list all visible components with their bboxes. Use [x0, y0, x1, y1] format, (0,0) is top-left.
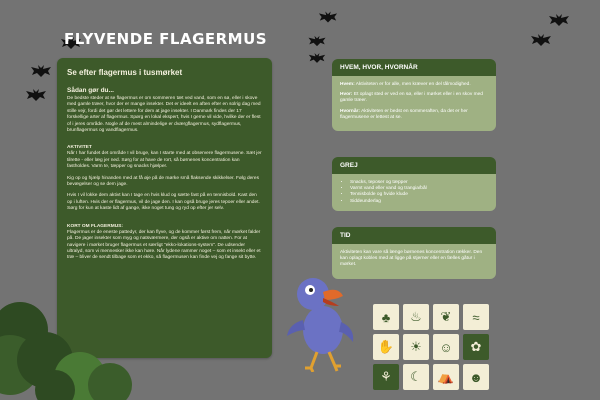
facts-title: KORT OM FLAGERMUS:	[67, 223, 123, 229]
bush-illustration	[0, 290, 140, 400]
hands-icon: ✋	[373, 334, 399, 360]
hvor-text: Et oplagt sted er ved en sø, eller i mørket eller i en skov med gamle træer.	[340, 92, 483, 104]
bird-mascot-illustration	[283, 272, 363, 372]
bat-icon	[28, 64, 54, 78]
activity-paragraph: Kig op og hjælp hinanden med at få øje på de mørke små flaksende skikkelser. Følg deres bevægelser og se dem jage.	[67, 175, 259, 188]
grej-item: • Snacks, teposer og tæpper	[350, 180, 488, 186]
leaf-icon: ❦	[433, 304, 459, 330]
tid-text: Aktiviteten kan vare så længe børnenes koncentration rækker. Den kan oplagt kobles med at ligge på stjerner eller en fælles gåtur i mørket.	[340, 250, 483, 268]
tent-icon: ⛺	[433, 364, 459, 390]
grej-item: • Tennisbolde og hvide klude	[350, 192, 488, 198]
hammock-icon: ≈	[463, 304, 489, 330]
facts-text: Flagermus er de eneste pattedyr, der kan flyve, og de kommer først frem, når mørket falder på. De jager insekter som myg og natsværmere, der også er aktive om natten. For at navigere i mørket bruger flagermus et særligt "ekko-lokations-system". De udsender ultralyd, som vi mennesker ikke kan høre. Når lydene rammer noget – som et insekt eller et træ – bliver de sendt tilbage som et ekko, så flagermusen kan finde vej og fange sit bytte.	[67, 229, 261, 261]
card-tid	[332, 227, 496, 279]
flower-icon: ✿	[463, 334, 489, 360]
card-heading: Se efter flagermus i tusmørket	[67, 68, 183, 77]
mushroom-icon: ⚘	[373, 364, 399, 390]
activity-paragraph: Hvis I vil lokke dem aktivt kan I tage en hvis klud og sætte fast på en tennisbold. Kast den op i luften. Hvis der er flagermus, vil de jage den. I kan også bruge jeres tepoer eller andet. Sørg for kun at kaste lidt af gange, ikke noget tung og ryd op efter jer selv.	[67, 193, 260, 212]
card-subheading: Sådan gør du...	[67, 87, 114, 94]
page-title: FLYVENDE FLAGERMUS	[64, 30, 268, 48]
bat-icon	[25, 88, 47, 102]
card-heading: TID	[332, 227, 496, 244]
sun-icon: ☀	[403, 334, 429, 360]
tree-icon: ♣	[373, 304, 399, 330]
activity-paragraph: Når I har fundet det område I vil bruge, kan I starte med at observere flagermusene. Sæt jer tilrette - eller læg jer ned. Sørg for at have de rort, så børnenes koncentration kan fastholdes. Varm te, tæpper og snacks hjælper.	[67, 151, 262, 170]
fire-icon: ♨	[403, 304, 429, 330]
people-icon: ☻	[463, 364, 489, 390]
moon-icon: ☾	[403, 364, 429, 390]
hvornaar-text: Aktiviteten er bedst en sommeraften, da det er her flagermusene er lettest at se.	[340, 108, 468, 120]
card-heading: GREJ	[332, 157, 496, 174]
hvem-label: Hvem:	[340, 82, 355, 87]
hvornaar-label: Hvornår:	[340, 108, 360, 114]
grej-item: • Varmt vand eller vand og trangia/bål	[350, 186, 488, 192]
bat-icon	[308, 52, 326, 64]
bat-icon	[528, 33, 554, 47]
face-icon: ☺	[433, 334, 459, 360]
hvor-label: Hvor:	[340, 92, 353, 98]
bat-icon	[318, 10, 338, 24]
grej-item: • Siddeunderlag	[350, 199, 488, 205]
activity-title: AKTIVITET	[67, 145, 92, 151]
bat-icon	[548, 13, 570, 27]
card-heading: HVEM, HVOR, HVORNÅR	[332, 59, 496, 76]
hvem-text: Aktiviteten er for alle, men kræver en del tålmodighed.	[355, 82, 471, 87]
bat-icon	[306, 35, 328, 47]
card-grej	[332, 157, 496, 211]
intro-text: De bedste steder at se flagermus er om sommeren tæt ved vand, som en sø, eller i skove med gamle træer, hvor der er mange insekter. Det er ideelt en aften efter en solrig dag med stille vejr, fordi det gør det lettere for dem at jage insekter. I Danmark findes der 17 forskellige arter af flagermus. Spørg en lokal ekspert, hvis I gerne vil vide, hvilke der er flest of i jeres område. Nogle af de mest almindelige er dværgflagermus, sydflagermus, brunflagermus og vandflagermus.	[67, 96, 261, 134]
icon-grid	[373, 304, 493, 390]
card-hvem-hvor-hvornaar	[332, 59, 496, 131]
